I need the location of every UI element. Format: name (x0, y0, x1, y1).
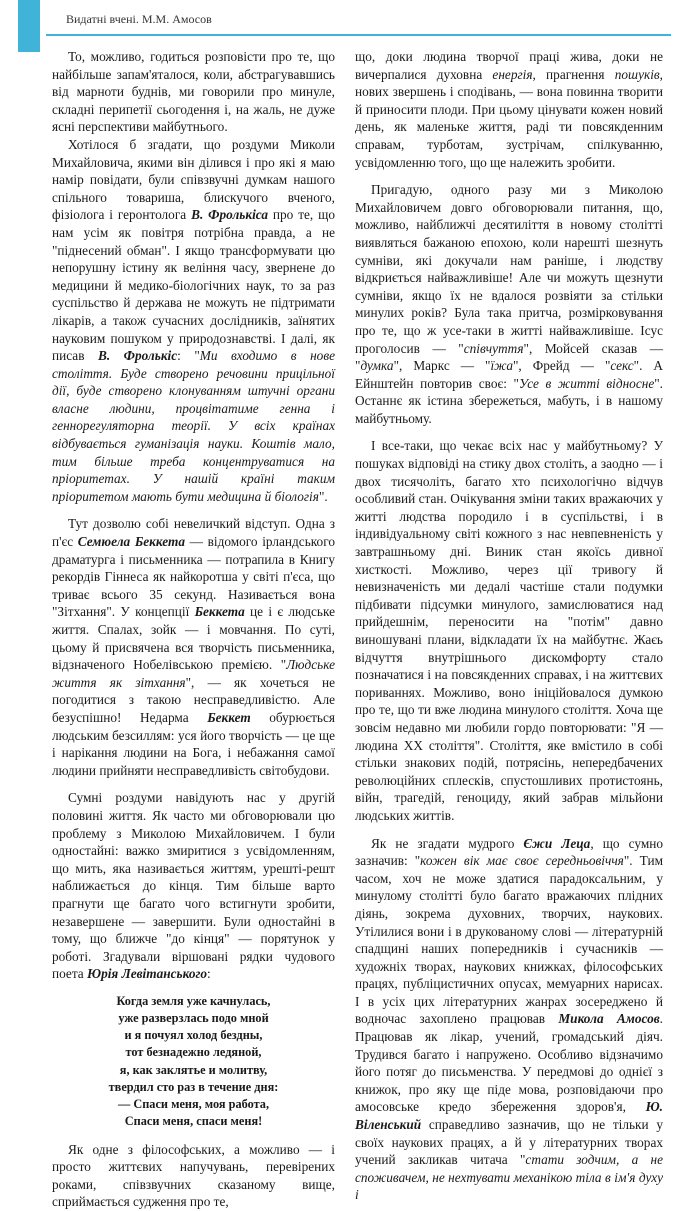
emphasis-text: Беккета (194, 604, 245, 620)
running-header (46, 8, 671, 36)
emphasis-text: В. Фролькіс (97, 348, 178, 364)
emphasis-text: Беккет (207, 709, 251, 725)
emphasis-text: пошуків (614, 66, 660, 82)
text-run: : (207, 966, 211, 982)
text-run: ". (318, 488, 328, 504)
text-run: ". Останнє як істина збережеться, мабуть, і в нашому майбутньому. (355, 375, 663, 426)
text-run: Як не згадати мудрого (371, 835, 524, 851)
text-run: Тут дозволю собі невеличкий відступ. Одна з п'єс (52, 516, 335, 550)
text-run: Сумні роздуми навідують нас у другій половині життя. Як часто ми обговорювали цю проблему з Миколою Михайловичем. І були одностайні: важко змиритися з усвідомленням, що мить, яка називається життям, урешті-решт наближається до кінця. Тим більше варто прагнути ще багато чого встигнути зробити, незавершене — завершити. Були одностайні в тому, що ближче "до кінця" — порятунок у роботі. Згадували віршовані рядки чудового поета (52, 790, 335, 982)
poem-line: — Спаси меня, моя работа, (117, 1097, 270, 1112)
text-run: це і є людське життя. Спалах, зойк — і мовчання. По суті, цьому й присвячена вся творчість письменника, відзначеного Нобелівською премією. " (52, 604, 335, 673)
poem-line: тот безнадежно ледяной, (125, 1045, 262, 1060)
emphasis-text: Єжи Леца (523, 835, 591, 851)
emphasis-text: стати зодчим, а не споживачем, не нехтувати механікою тіла в ім'я духу і (355, 1152, 664, 1203)
emphasis-text: їжа (490, 358, 513, 374)
emphasis-text: Микола Амосов (558, 1011, 660, 1027)
emphasis-text: Усе в житті відносне (518, 375, 655, 391)
text-run: справедливо зазначив, що не тільки у своїх наукових працях, а й у літературних творах учений закликав читача " (355, 1117, 663, 1168)
emphasis-text: співчуття (463, 340, 524, 356)
emphasis-text: думка (360, 358, 394, 374)
text-run: ", Мойсей сказав — " (355, 340, 664, 374)
left-paragraph-1: То, можливо, годиться розповісти про те, що найбільше запам'яталося, коли, абстрагувавшись від марноти буднів, ми говорили про минуле, складні перипетії сьогодення і, на жаль, не дуже ясні перспективи майбутнього. (52, 49, 335, 135)
text-run: ". Тим часом, хоч не може здатися парадоксальним, у минулому столітті було багато вражаючих плідних діянь, зокрема духовних, творчих, наукових. Утілилися вони і в друкованому слові — літературній спадщині наших попередників і сучасників — художніх творах, наукових книжках, філософських працях, публіцистичних опусах, мемуарних нарисах. І в усіх цих літературних жанрах зосереджено й водночас захоплено працював (355, 853, 663, 1027)
header-accent-bar (18, 0, 40, 52)
emphasis-text: Людське життя як зітхання (52, 657, 335, 690)
right-paragraph-4 (355, 835, 663, 1204)
text-run: Пригадую, одного разу ми з Миколою Михайловичем довго обговорювали питання, що, можливо, найближчі десятиліття в новому столітті виявляться бажаною епохою, коли нарешті шезнуть сумніви, які докучали нам раніше, і людству відкриється найважливіше! Але чи можуть щезнути сумніви, якщо їх не вдалося розвіяти за стільки минулих років? Була така притча, розмірковування про те, що ж усе-таки в житті найважливіше. Ісус проголосив — " (355, 182, 663, 356)
poem-line: и я почуял холод бездны, (124, 1028, 263, 1043)
emphasis-text: енергія (492, 66, 533, 82)
left-paragraph-3 (52, 515, 335, 779)
emphasis-text: секс (610, 358, 634, 374)
text-run: . Працював як лікар, учений, громадський діяч. Трудився багато і напружено. Особливо відзначимо його потяг до письменства. У передмові до однієї з книжок, про яку ще піде мова, розповідаючи про амосовське кредо збереження здоров'я, (355, 1011, 663, 1115)
right-paragraph-1 (355, 48, 663, 171)
text-run: ", Фрейд — " (513, 358, 611, 374)
emphasis-text: В. Фролькіса (191, 207, 268, 223)
left-paragraph-2 (52, 136, 335, 505)
right-paragraph-2 (355, 181, 663, 427)
running-title: Видатні вчені. М.М. Амосов (66, 12, 212, 26)
poem-line: уже разверзлась подо мной (118, 1011, 269, 1026)
emphasis-text: Ю. Віленський (355, 1099, 663, 1133)
text-run: обурюється людським безсиллям: уся його творчість — це ще і нарікання людини на Бога, і небажання самої людини прийняти несправедливість світобудови. (52, 709, 335, 778)
text-run: ", Маркс — " (393, 358, 491, 374)
text-run: Хотілося б згадати, що роздуми Миколи Михайловича, якими він ділився і про які я маю намір повідати, були співзвучні думкам нашого спільного товариша, блискучого вченого, фізіолога і геронтолога (52, 136, 335, 223)
text-run: ". А Ейнштейн повторив своє: " (355, 358, 663, 391)
right-paragraph-3: І все-таки, що чекає всіх нас у майбутньому? У пошуках відповіді на стику двох століть, а заодно — і двох тисячоліть, багато хто психологічно відчув особливий стан. Очікування зміни таких вражаючих у житті людства породило і в суспільстві, і в індивідуальному світі кожного з нас невпевненість у завтрашньому дні. Виник стан якоїсь дивної хисткості. Можливо, через ції тривогу й невизначеність ми дедалі частіше стали подумки підбивати підсумки минулого, замислюватися над прийдешнім, переносити на "потім" давно виношувані плани, відкладати їх на майбутнє. Жаєь відчуття внутрішнього дискомфорту стало позначатися і на повсякденних справах, і на життєвих пориваннях. Можливо, воно ініційовалося думкою про те, що ти вже людина минулого століття. Хоча ще зовсім недавно ми любили гордо повторювати: "Я — людина ХХ століття". Століття, яке вмістило в собі стільки знакових подій, потрясінь, непередбачених революційних сплесків, спустошливих протистоянь, війн, трагедій, геноциду, який забрав мільйони людських життів. (355, 438, 663, 823)
text-run: ", — як хочеться не погодитися з такою несправедливістю. Але безуспішно! Недарма (52, 674, 335, 725)
text-run: : " (177, 348, 200, 364)
poem-line: я, как заклятье и молитву, (119, 1062, 268, 1077)
left-column (52, 48, 336, 1210)
right-column (355, 48, 664, 1203)
left-paragraph-4 (52, 789, 335, 983)
text-run: , нових звершень і сподівань, — вона повинна творити й приносити плоди. При цьому цінувати кожен новий день, як маленьке життя, раді ти повсякденним справам, турботам, зустрічам, спілкуванню, усвідомленню того, що ще належить зробити. (355, 66, 663, 170)
emphasis-text: Ми входимо в нове століття. Буде створено речовини прицільної дії, буде створено клонуванням штучні органи власне людини, процвітатиме генна і геннорегуляторна теорії. У всіх країнах відбувається гуманізація науки. Коштів мало, тим більше треба концентруватися на пріоритетах. У нашій країні таким пріоритетом мають бути медицина й біологія (52, 348, 335, 504)
text-run: , що сумно зазначив: " (355, 835, 663, 869)
poem-line: твердил сто раз в течение дня: (108, 1079, 279, 1094)
emphasis-text: Юрія Левітанського (87, 966, 208, 982)
text-run: — відомого ірландського драматурга і письменника — потрапила в Книгу рекордів Гіннеса як найкоротша у світі п'єса, що триває всього 35 секунд. Називається вона "Зітхання". У концепції (52, 534, 335, 620)
text-run: про те, що нам усім як повітря потрібна правда, а не "піднесений обман". І якщо трансформувати цю непорушну істину як веління часу, звернене до медицини й медико-біологічних наук, то за раз суспільство й держава не можуть не підтримати лікарів, а також сучасних дослідників, заїнятих науковим пошуком у природознавстві. І далі, як писав (52, 207, 336, 364)
poem-quote (52, 993, 335, 1131)
emphasis-text: кожен вік має своє середньовіччя (420, 853, 624, 869)
text-run: , прагнення (532, 66, 615, 82)
poem-line: Спаси меня, спаси меня! (124, 1114, 263, 1129)
poem-line: Когда земля уже качнулась, (116, 993, 271, 1008)
emphasis-text: Семюела Беккета (77, 534, 185, 550)
left-paragraph-5: Як одне з філософських, а можливо — і просто життєвих напучувань, перевірених роками, співзвучних сказаному вище, сприймається судження про те, (52, 1141, 335, 1210)
text-run: що, доки людина творчої праці жива, доки не вичерпалися духовна (355, 49, 663, 82)
